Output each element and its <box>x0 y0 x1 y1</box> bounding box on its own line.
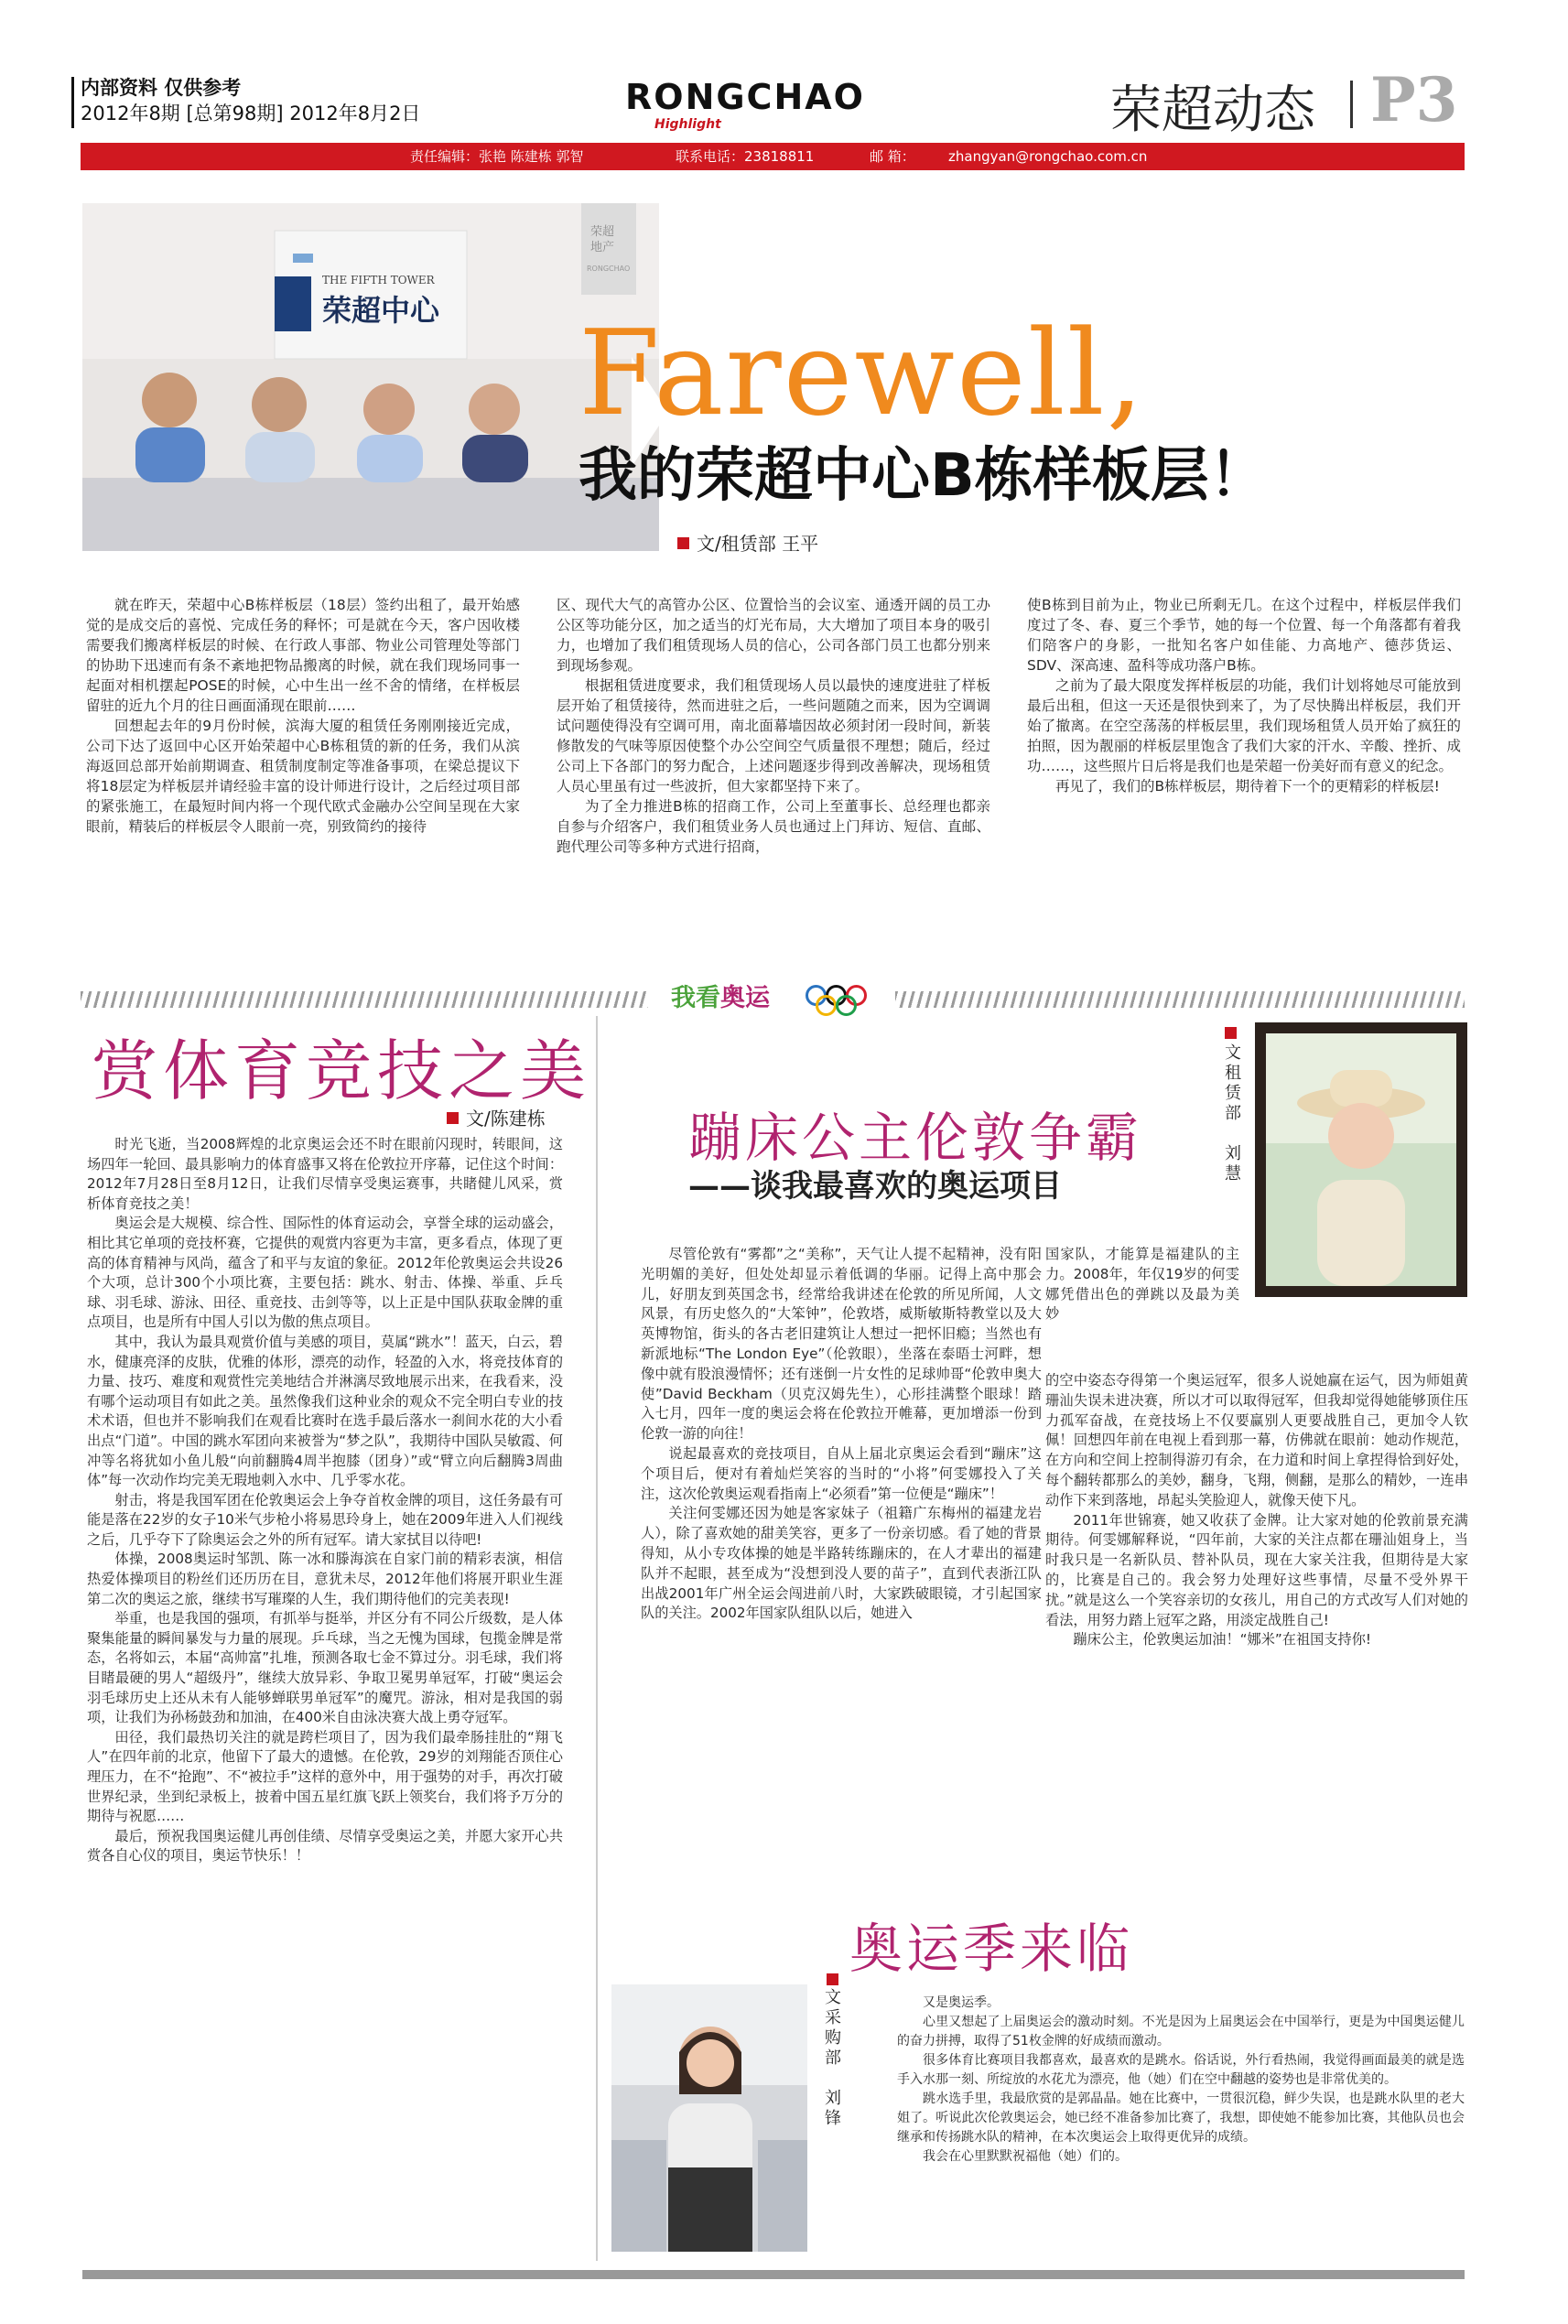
article1-body: 时光飞逝，当2008辉煌的北京奥运会还不时在眼前闪现时，转眼间，这场四年一轮回、最具影响力的体育盛事又将在伦敦拉开序幕，记住这个时间：2012年7月28日至8月12日，让我们尽情享受奥运赛事，共睹健儿风采，赏析体育竞技之美！ 奥运会是大规模、综合性、国际性的体育运动会，享誉全球的运动盛会，相比其它单项的竞技杯赛，它提供的观赏内容更为丰富，更多看点，体现了更高的体育精神与风尚，蕴含了和平与友谊的象征。2012年伦敦奥运会共设26个大项，总计300个小项比赛，主要包括：跳水、射击、体操、举重、乒乓球、羽毛球、游泳、田径、重竞技、击剑等等，以上正是中国队获取金牌的重点项目，也是所有中国人引以为傲的焦点项目。 其中，我认为最具观赏价值与美感的项目，莫属“跳水”！蓝天，白云，碧水，健康亮泽的皮肤，优雅的体形，漂亮的动作，轻盈的入水，将竞技体育的力量、技巧、难度和观赏性完美地结合并淋漓尽致地展示出来，在我看来，没有哪个运动项目有如此之美。虽然像我们这种业余的观众不完全明白专业的技术术语，但也并不影响我们在观看比赛时在选手最后落水一刹间水花的大小看出点“门道”。中国的跳水军团向来被誉为“梦之队”，我期待中国队吴敏霞、何冲等名将犹如小鱼儿般“向前翻腾4周半抱膝（团身）”或“臂立向后翻腾3周曲体”每一次动作均完美无瑕地刺入水中、几乎零水花。 射击，将是我国军团在伦敦奥运会上争夺首枚金牌的项目，这任务最有可能是落在22岁的女子10米气步枪小将易思玲身上，她在2009年进入人们视线之后，几乎夺下了除奥运会之外的所有冠军。请大家拭目以待吧! 体操，2008奥运时邹凯、陈一冰和滕海滨在自家门前的精彩表演，相信热爱体操项目的粉丝们还历历在目，意犹未尽，2012年他们将展开职业生涯第二次的奥运之旅，继续书写璀璨的人生，我们期待他们的完美表现! 举重，也是我国的强项，有抓举与挺举，并区分有不同公斤级数，是人体聚集能量的瞬间暴发与力量的展现。乒乓球，当之无愧为国球，包揽金牌是常态，名将如云，本届“高帅富”扎堆，预测各取七金不算过分。羽毛球，我们将目睹最硬的男人“超级丹”，继续大放异彩、争取卫冕男单冠军，打破“奥运会羽毛球历史上还从未有人能够蝉联男单冠军”的魔咒。游泳，相对是我国的弱项，让我们为孙杨鼓劲和加油，在400米自由泳决赛大战上勇夺冠军。 田径，我们最热切关注的就是跨栏项目了，因为我们最牵肠挂肚的“翔飞人”在四年前的北京，他留下了最大的遗憾。在伦敦，29岁的刘翔能否顶住心理压力，在不“抢跑”、不“被拉手”这样的意外中，用于强势的对手，再次打破世界纪录，坐到纪录板上，披着中国五星红旗飞跃上领奖台，我们将予万分的期待与祝愿…… 最后，预祝我国奥运健儿再创佳绩、尽情享受奥运之美，并愿大家开心共赏各自心仪的项目，奥运节快乐！！ <box>87 1136 563 1865</box>
brand-subtitle: Highlight <box>654 117 721 132</box>
byline-marker <box>447 1112 459 1124</box>
article3-title: 奥运季来临 <box>849 1918 1134 1980</box>
byline-marker <box>677 537 689 549</box>
section-title: 荣超动态 <box>1110 81 1315 140</box>
article2-byline: 文 租 赁 部 刘 慧 <box>1225 1043 1241 1184</box>
article2-col-1: 尽管伦敦有“雾都”之“美称”，天气让人提不起精神，没有阳光明媚的美好，但处处却显示着低调的华丽。记得上高中那会儿，好朋友到英国念书，经常给我讲述在伦敦的所见所闻，人文风景，有历史悠久的“大笨钟”，伦敦塔，威斯敏斯特教堂以及大英博物馆，街头的各古老旧建筑让人想过一把怀旧瘾；当然也有新派地标“The London Eye”（伦敦眼），坐落在泰晤士河畔，想像中就有股浪漫情怀；还有迷倒一片女性的足球帅哥“伦敦申奥大使”David Beckham（贝克汉姆先生），心形挂满整个眼球！踏入七月，四年一度的奥运会将在伦敦拉开帷幕，更加增添一份到伦敦一游的向往！ 说起最喜欢的竞技项目，自从上届北京奥运会看到“蹦床”这个项目后，便对有着灿烂笑容的当时的“小将”何雯娜投入了关注，这次伦敦奥运观看指南上“必须看”第一位便是“蹦床”！ 关注何雯娜还因为她是客家妹子（祖籍广东梅州的福建龙岩人），除了喜欢她的甜美笑容，更多了一份亲切感。看了她的背景得知，从小专攻体操的她是半路转练蹦床的，在人才辈出的福建队并不起眼，甚至成为“没想到没人要的苗子”，直到代表浙江队出战2001年广州全运会闯进前八时，大家跌破眼镜，才引起国家队的关注。2002年国家队组队以后，她进入 <box>641 1246 1042 1622</box>
article2-title: 蹦床公主伦敦争霸 <box>688 1107 1143 1169</box>
olympic-label: 我看奥运 <box>671 984 770 1012</box>
article1-title: 赏体育竞技之美 <box>92 1032 592 1109</box>
editor-bar <box>81 143 1465 170</box>
article2-col-2: 的空中姿态夺得第一个奥运冠军，很多人说她赢在运气，因为师姐黄珊汕失误未进决赛，所以才可以取得冠军，但我却觉得她能够顶住压力孤军奋战，在竞技场上不仅要赢别人更要战胜自己，更加令人钦佩！回想四年前在电视上看到那一幕，仿佛就在眼前：她动作规范，在方向和空间上控制得游刃有余，在力道和时间上拿捏得恰到好处，每个翻转都那么的美妙，翻身，飞翔，侧翻，是那么的精妙，一连串动作下来到落地，昂起头笑脸迎人，就像天使下凡。 2011年世锦赛，她又收获了金牌。让大家对她的伦敦前景充满期待。何雯娜解释说，“四年前，大家的关注点都在珊汕姐身上，当时我只是一名新队员、替补队员，现在大家关注我，但期待是大家的，比赛是自己的。我会努力处理好这些事情，尽量不受外界干扰。”就是这么一个笑容亲切的女孩儿，用自己的方式改写人们对她的看法，用努力踏上冠军之路，用淡定战胜自己! 蹦床公主，伦敦奥运加油！“娜米”在祖国支持你! <box>1045 1372 1468 1648</box>
feature-col-2: 区、现代大气的高管办公区、位置恰当的会议室、通透开阔的员工办公区等功能分区，加之适当的灯光布局，大大增加了项目本身的吸引力，也增加了我们租赁现场人员的信心，公司各部门员工也都分别来到现场参观。 根据租赁进度要求，我们租赁现场人员以最快的速度进驻了样板层开始了租赁接待，然而进驻之后，一些问题随之而来，因为空调调试问题使得没有空调可用，南北面幕墙因故必须封闭一段时间，新装修散发的气味等原因使整个办公空间空气质量很不理想；随后，经过公司上下各部门的努力配合，上述问题逐步得到改善解决，现场租赁人员心里虽有过一些波折，但大家都坚持下来了。 为了全力推进B栋的招商工作，公司上至董事长、总经理也都亲自参与介绍客户，我们租赁业务人员也通过上门拜访、短信、直邮、跑代理公司等多种方式进行招商， <box>557 597 990 855</box>
mail-label: 邮 箱： <box>870 148 915 165</box>
team-photo-drawing <box>82 203 659 551</box>
team-photo <box>82 203 659 551</box>
hatched-divider-right <box>895 991 1465 1008</box>
header-rule <box>71 77 74 128</box>
issue-date: 2012年8期 [总第98期] 2012年8月2日 <box>81 103 421 124</box>
tower-line: THE FIFTH TOWER <box>322 274 435 286</box>
issue-info <box>81 75 420 126</box>
byline-marker <box>1225 1027 1237 1039</box>
portrait2-drawing <box>611 1984 807 2252</box>
mail-address: zhangyan@rongchao.com.cn <box>948 148 1148 165</box>
hatched-divider-left <box>81 991 648 1008</box>
byline-marker <box>827 1973 838 1985</box>
page-number: P3 <box>1370 64 1458 135</box>
article3-byline: 文 采 购 部 刘 锋 <box>825 1988 841 2128</box>
tower-name: 荣超中心 <box>322 293 440 328</box>
olympic-rings-icon <box>806 985 893 1021</box>
feature-col-1: 就在昨天，荣超中心B栋样板层（18层）签约出租了，最开始感觉的是成交后的喜悦、完成任务的释怀；可是就在今天，客户因收楼需要我们搬离样板层的时候、在行政人事部、物业公司管理处等部门的协助下迅速而有条不紊地把物品搬离的时候，就在我们现场同事一起面对相机摆起POSE的时候，心中生出一丝不舍的情绪，在样板层留驻的近九个月的往日画面涌现在眼前…… 回想起去年的9月份时候，滨海大厦的租赁任务刚刚接近完成，公司下达了返回中心区开始荣超中心B栋租赁的新的任务，我们从滨海返回总部开始前期调查、租赁制度制定等准备事项，在梁总提议下将18层定为样板层并请经验丰富的设计师进行设计，之后经过项目部的紧张施工，在最短时间内将一个现代欧式金融办公空间呈现在大家眼前，精装后的样板层令人眼前一亮，别致简约的接待 <box>86 597 520 835</box>
corner-logo: 荣超 <box>590 225 615 239</box>
article1-byline: 文/陈建栋 <box>447 1104 546 1130</box>
section-divider <box>1350 81 1353 128</box>
article3-body: 又是奥运季。 心里又想起了上届奥运会的激动时刻。不光是因为上届奥运会在中国举行，更是为中国奥运健儿的奋力拼搏，取得了51枚金牌的好成绩而激动。 很多体育比赛项目我都喜欢，最喜欢的是跳水。俗话说，外行看热闹，我觉得画面最美的就是选手入水那一刻、所绽放的水花尤为漂亮，他（她）们在空中翻越的姿势也是非常优美的。 跳水选手里，我最欣赏的是郭晶晶。她在比赛中，一贯很沉稳，鲜少失误，也是跳水队里的老大姐了。听说此次伦敦奥运会，她已经不准备参加比赛了，我想，即使她不能参加比赛，其他队员也会继承和传扬跳水队的精神，在本次奥运会上取得更优异的成绩。 我会在心里默默祝福他（她）们的。 <box>897 1995 1465 2164</box>
svg-text:地产: 地产 <box>590 241 615 254</box>
article2-subtitle: ——谈我最喜欢的奥运项目 <box>688 1168 1062 1205</box>
author-portrait-2 <box>611 1984 807 2252</box>
corner-brand: RONGCHAO <box>587 265 631 273</box>
feature-title-cn: 我的荣超中心B栋样板层！ <box>579 442 1268 510</box>
internal-notice: 内部资料 仅供参考 <box>81 77 242 99</box>
author-portrait-1 <box>1255 1022 1467 1297</box>
phone: 联系电话：23818811 <box>676 148 815 165</box>
article2-col-2-top: 国家队，才能算是福建队的主力。2008年，年仅19岁的何雯娜凭借出色的弹跳以及最为美妙 <box>1045 1246 1239 1323</box>
ring-yellow <box>816 995 837 1016</box>
feature-col-3: 使B栋到目前为止，物业已所剩无几。在这个过程中，样板层伴我们度过了冬、春、夏三个季节，她的每一个位置、每一个角落都有着我们陪客户的身影，一批知名客户如佳能、力高地产、德莎货运、SDV、深高速、盈科等成功落户B栋。 之前为了最大限度发挥样板层的功能，我们计划将她尽可能放到最后出租，但这一天还是很快到来了，为了尽快腾出样板层，我们开始了撤离。在空空荡荡的样板层里，我们现场租赁人员开始了疯狂的拍照，因为靓丽的样板层里饱含了我们大家的汗水、辛酸、挫折、成功……，这些照片日后将是我们也是荣超一份美好而有意义的纪念。 再见了，我们的B栋样板层，期待着下一个的更精彩的样板层! <box>1027 597 1461 794</box>
column-divider <box>596 1016 598 2261</box>
brand-name: RONGCHAO <box>625 77 865 117</box>
footer-bar <box>82 2270 1465 2279</box>
ring-green <box>836 995 857 1016</box>
portrait-drawing <box>1266 1033 1456 1286</box>
editors: 责任编辑：张艳 陈建栋 郭智 <box>410 148 584 165</box>
feature-title-en: Farewell, <box>579 306 1146 442</box>
feature-byline: 文/租赁部 王平 <box>677 529 818 556</box>
